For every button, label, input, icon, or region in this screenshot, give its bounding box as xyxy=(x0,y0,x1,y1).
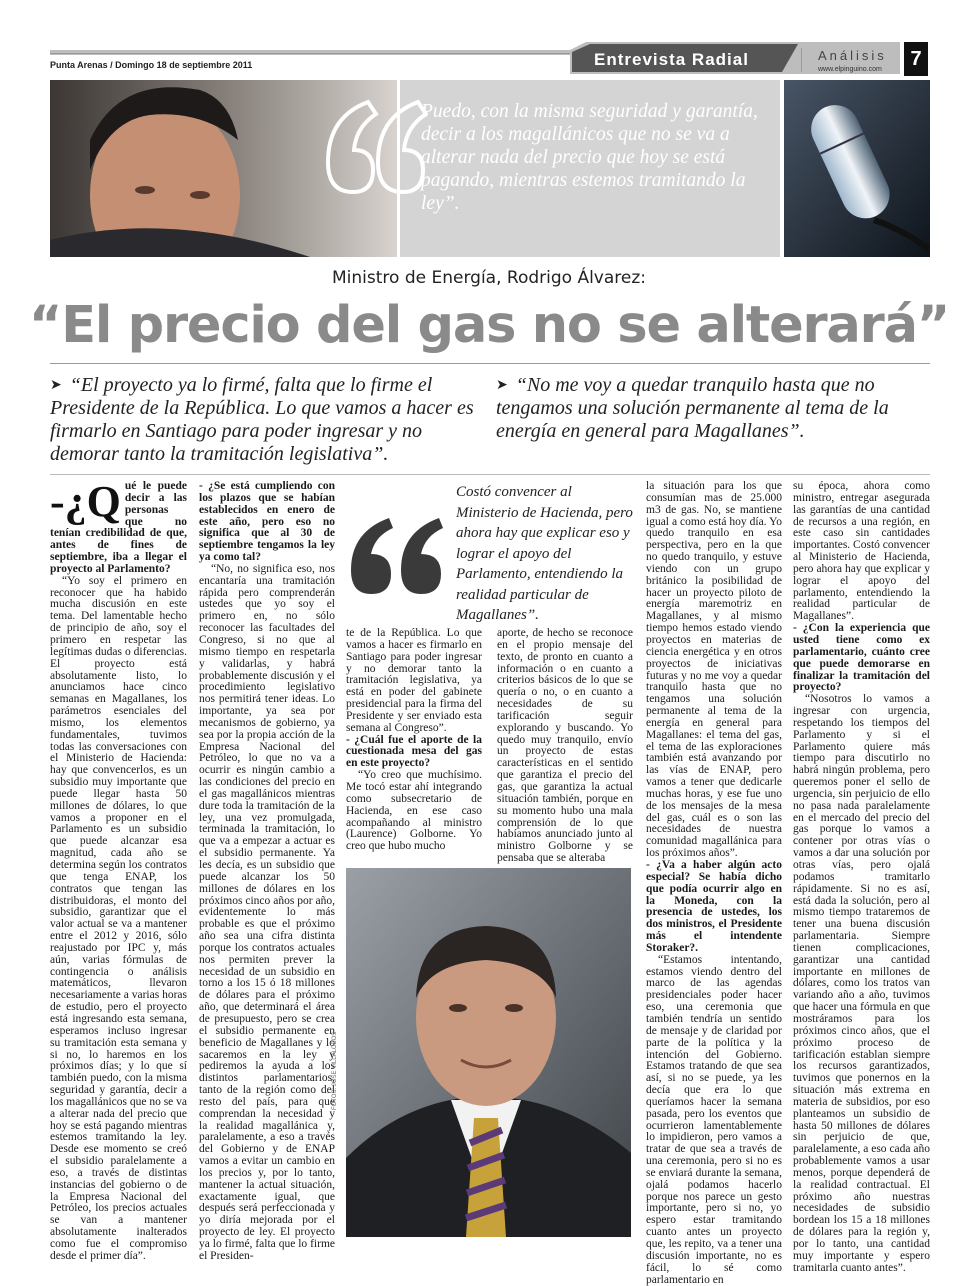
pull-quote-mark-icon xyxy=(345,500,445,600)
answer-paragraph: “Nosotros lo vamos a ingresar con urgencia, respetando los tiempos del Parlamento y si el Parlamento quiere más tiempo para discutirlo no habrá ningún problema, pero queremos poner el sello de urgencia, sin perjuicio de ello no pasa nada paralelamente en el mercado del precio del gas porque lo vamos a contener por otras vías o vamos a dar una solución por otras vías, pero ojalá podamos tramitarlo rápidamente. Si no es así, está dada la solución, pero al mismo tiempo trataremos de tener una buena discusión parlamentaria. Siempre tienen complicaciones, garantizar una cantidad importante en millones de dólares, como los tratos van variando año a año, tuvimos que hacer una fórmula en que mostráramos para los próximos cinco años, que el próximo proceso de tarificación establan siempre los recursos garantizados, tuvimos que ponernos en la situación más extrema en materia de subsidios, por eso planteamos un subsidio de hasta 50 millones de dólares sin perjuicio de que, paralelamente, a eso cada año probablemente vamos a usar menos, porque dependerá de la realidad contractual. El próximo año nuestras necesidades de subsidio bordean los 15 a 18 millones de dólares para la región y, por lo tanto, una cantidad muy importante y espero tramitarla cuanto antes”. xyxy=(793,693,930,1274)
photo-credit: FOTOS: JOSE VILLALOBOS xyxy=(332,1031,338,1110)
article-column-2 xyxy=(199,481,335,1263)
question-5: - ¿Con la experiencia que usted tiene como ex parlamentario, cuánto cree que puede demorarse en finalizar la tramitación del proyecto? xyxy=(793,622,930,694)
header-band-shape xyxy=(50,40,900,76)
section-title: Entrevista Radial xyxy=(594,50,749,69)
answer-paragraph: “Estamos intentando, estamos viendo dentro del marco de las agendas presidenciales poder hacer eso, una ceremonia que también tendría un sentido de mensaje y de claridad por parte de la política y la intención del Gobierno. Estamos tratando de que sea así, si no se puede, ya les decía que era lo que queríamos hacer la semana pasada, pero los eventos que ocurrieron lamentablemente lo impidieron, pero vamos a tratar de que sea a través de una ceremonia, pero si no es se enviará durante la semana, ojalá podamos hacerlo porque nos parece un gesto importante, pero si no, yo espero estar tramitando cuanto antes un proyecto que, les repito, va a tener una discusión importante, no es fácil, lo sé como parlamentario en xyxy=(646,953,782,1286)
answer-paragraph: su época, ahora como ministro, entregar asegurada las garantías de una cantidad de recursos a una región, en este caso sin cantidades importantes. Costó convencer al Ministerio de Hacienda, pero ahora hay que explicar y lograr el apoyo del parlamento, entendiendo la realidad particular de Magallanes”. xyxy=(793,480,931,623)
answer-paragraph: te de la República. Lo que vamos a hacer es firmarlo en Santiago para poder ingresar y no demorar tanto la tramitación legislativa, ya está en poder del gabinete presidencial para la firma del Presidente y ser enviado esta semana al Congreso”. xyxy=(346,627,482,734)
question-4: - ¿Va a haber algún acto especial? Se había dicho que podía ocurrir algo en la Moneda, con la presencia de ustedes, los dos ministros, el Presidente más el intendente Storaker?. xyxy=(646,859,782,954)
arrow-right-icon: ➤ xyxy=(496,377,508,393)
pull-quote: Costó convencer al Ministerio de Hacienda, pero ahora hay que explicar eso y lograr el apoyo del Parlamento, entendiendo la realidad particular de Magallanes”. xyxy=(456,484,633,623)
minister-portrait-photo xyxy=(346,868,631,1237)
microphone-photo xyxy=(784,80,930,257)
answer-paragraph: la situación para los que consumían mas de 25.000 m3 de gas. No, se mantiene igual a como está hoy día. Yo quedo tranquilo en esa perspectiva, pero en la que no quedo tranquilo, y estuve viendo con un grupo británico la posibilidad de hacer un proyecto piloto de energía maremotriz en Magallanes, y al mismo tiempo hemos estado viendo proyectos en materias de ciencia energética y en otros proyectos de iniciativas futuras y no me voy a quedar tranquilo hasta que no tengamos una solución permanente al tema de la energía en general para Magallanes: el tema del gas, el tema de las exploraciones también está avanzando por las vías de ENAP, pero vamos a tener que dedicarle muchas horas, y ese fue uno de los mensajes de la mesa del gas, cuál es o son las necesidades de nuestra comunidad magallánica para los próximos años”. xyxy=(646,480,782,860)
arrow-right-icon: ➤ xyxy=(50,377,62,393)
answer-paragraph: “No, no significa eso, nos encantaría una tramitación rápida pero comprenderán ustedes que yo soy el primero en, no sólo reconocer las facultades del Congreso, si no que al mismo tiempo en respetarla y validarlas, y habrá probablemente discusión y el procedimiento legislativo nos permitirá tener ideas. Lo importante, ya sea por mecanismos de gobierno, ya sea por la propia acción de la Empresa Nacional del Petróleo, lo que no va a ocurrir es ningún cambio a las condiciones del precio en el gas magallánicos mientras dure toda la tramitación de la ley, una vez promulgada, terminada la tramitación, lo que va a empezar a actuar es el subsidio permanente. Ya les decía, es un subsidio que puede alcanzar los 50 millones de dólares en los próximos cinco años por año, evidentemente lo más probable es que el próximo año sea una cifra distinta porque los contratos actuales nos permiten prever la necesidad de un subsidio en torno a los 15 ó 18 millones de dólares para el próximo año, que determinará el área de presupuesto, pero se crea el subsidio permanente en beneficio de Magallanes y lo sacaremos en la ley y pediremos la ayuda a los distintos parlamentarios, tanto de la región como del resto del país, para que comprendan la necesidad y la realidad magallánica y, paralelamente, a eso a través del Gobierno y de ENAP vamos a evitar un cambio en los precios y, por lo tanto, mantener la actual situación, exactamente igual, que después será perfeccionada y yo diría mejorada por el proyecto de ley. El proyecto ya lo firmé, falta que lo firme el Presiden- xyxy=(199,562,335,1262)
subhead-divider xyxy=(50,474,930,475)
page-number: 7 xyxy=(904,42,928,76)
question-2: - ¿Se está cumpliendo con los plazos que se habían establecidos en enero de este año, pero eso no significa que al 30 de septiembre tengamos la ley ya como tal? xyxy=(199,480,335,564)
header-divider xyxy=(801,48,802,72)
headline: “El precio del gas no se alterará” xyxy=(28,296,950,355)
subhead-left xyxy=(50,374,490,466)
drop-cap: -¿Q xyxy=(50,477,121,526)
article-column-3 xyxy=(346,628,482,853)
subhead-left-text: “El proyecto ya lo firmé, falta que lo firme el Presidente de la República. Lo que vamos a hacer es firmarlo en Santiago para poder ingresar y no demorar tanto la tramitación legislativa”. xyxy=(50,374,474,465)
answer-paragraph: aporte, de hecho se reconoce en el propio mensaje del texto, de pronto en cuanto a información o en cuanto a criterios básicos de lo que se quería o no, o en cuanto a necesidades de su tarificación seguir explorando y buscando. Yo quedo muy tranquilo, envío un proyecto de estas características en el sentido que garantiza el precio del gas, que garantiza la actual situación también, porque en su momento hubo una mala comprensión de lo que habíamos anunciado junto al ministro Golborne y se pensaba que se alteraba xyxy=(497,627,633,865)
question-3: - ¿Cuál fue el aporte de la cuestionada mesa del gas en este proyecto? xyxy=(346,733,482,770)
brand-url: www.elpinguino.com xyxy=(818,66,882,73)
quote-mark-icon xyxy=(318,72,428,202)
subhead-right-text: “No me voy a quedar tranquilo hasta que no tengamos una solución permanente al tema de la energía en general para Magallanes”. xyxy=(496,374,889,442)
top-quote-text: Puedo, con la misma seguridad y garantía, decir a los magallánicos que no se va a alterar nada del precio que hoy se está pagando, mientras estemos tramitando la ley”. xyxy=(421,101,758,214)
subhead-right xyxy=(496,374,930,443)
issue-date: Punta Arenas / Domingo 18 de septiembre 2011 xyxy=(50,60,253,70)
kicker: Ministro de Energía, Rodrigo Álvarez: xyxy=(332,268,646,288)
article-column-1 xyxy=(50,477,188,1263)
headline-divider xyxy=(50,363,930,364)
answer-paragraph: “Yo soy el primero en reconocer que ha habido mucha discusión en este tema. Del lamentable hecho de principio de año, soy el primero en respetar las legítimas dudas o diferencias. El proyecto está absolutamente listo, lo anunciamos hace cinco semanas en Magallanes, los parámetros esenciales del mismo, los elementos fundamentales, tuvimos todas las conversaciones con el Ministerio de Hacienda: hay que convencerlos, es un subsidio muy importante que puede llegar hasta 50 millones de dólares, lo que vamos a proponer en el Parlamento es un subsidio que puede alcanzar esa magnitud, cada año se determina según los contratos que tenga ENAP, los contratos que tengan las distribuidoras, el monto del subsidio, garantizar que el valor actual se va a mantener entre el 2012 y 2016, sólo reajustado por IPC y, más aún, varias fórmulas de contingencia o análisis matemáticos, llevaron necesariamente a varias horas de estudio, pero el proyecto está ingresando esta semana, esperamos incluso ingresar su tramitación esta semana y si no, lo haremos en los próximos días; y lo que sí también puedo, con la misma seguridad y garantía, decir a los magallánicos que no se va a alterar nada del precio que hoy se está pagando mientras estemos tramitando la ley. Desde ese momento se creó el subsidio paralelamente a eso, a través de distintas instancias del gobierno o de la Empresa Nacional del Petróleo, los precios actuales se van a mantener absolutamente inalterados como fue el compromiso desde el primer día”. xyxy=(50,574,188,1262)
answer-paragraph: “Yo creo que muchísimo. Me tocó estar ahí integrando como subsecretario de Hacienda, en ese caso acompañando al ministro (Laurence) Golborne. Yo creo que hubo mucho xyxy=(346,769,482,853)
question-1 xyxy=(50,477,187,576)
article-column-5 xyxy=(646,481,782,1286)
question-text: ué le puede decir a las personas que no tenían credibilidad de que, antes de fines de septiembre, iba a llegar el proyecto al Parlamento? xyxy=(50,480,187,575)
brand-logo: Análisis xyxy=(818,48,887,63)
article-column-4 xyxy=(497,628,633,865)
article-column-6 xyxy=(793,481,930,1275)
header-band xyxy=(50,40,900,76)
